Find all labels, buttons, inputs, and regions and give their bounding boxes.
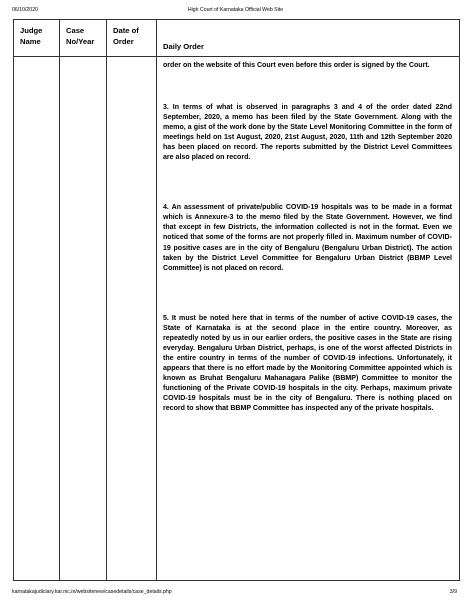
- page-number: 3/9: [449, 589, 457, 595]
- site-title: High Court of Karnataka Official Web Site: [187, 7, 284, 13]
- case-no-year-header: Case No/Year: [60, 20, 107, 57]
- table-header-row: [14, 20, 460, 57]
- order-paragraph: 3. In terms of what is observed in paragraphs 3 and 4 of the order dated 22nd September, 2020, a memo has been filed by the State Government. Along with the memo, a gist of the work done by the State Level Monitoring Committee in the form of meetings held on 1st August, 2020, 21st August, 2020, 11th and 12th September 2020 has been placed on record. The reports submitted by the District Level Committees are also placed on record.: [163, 104, 452, 162]
- case-no-year-cell: [60, 57, 107, 581]
- page-url: karnatakajudiciary.kar.nic.in/websitenew/casedetails/case_details.php: [12, 589, 172, 595]
- judge-name-cell: [14, 57, 60, 581]
- date-of-order-header: Date of Order: [107, 20, 157, 57]
- order-paragraph: 5. It must be noted here that in terms of the number of active COVID-19 cases, the State of Karnataka is at the second place in the entire country. Moreover, as repeatedly noted by us in our earlier orders, the positive cases in the State are rising everyday. Bengaluru Urban District, perhaps, is one of the worst affected Districts in the entire country in terms of the number of COVID-19 infections. Unfortunately, it appears that there is no effort made by the Monitoring Committee appointed which is known as Bruhat Bengaluru Mahanagara Palike (BBMP) Committee to monitor the functioning of the Private COVID-19 hospitals in the city. Perhaps, maximum private COVID-19 hospitals must be in the city of Bengaluru. There is nothing placed on record to show that BBMP Committee has inspected any of the private hospitals.: [163, 314, 452, 413]
- orders-table: [13, 19, 460, 581]
- judge-name-header: Judge Name: [14, 20, 60, 57]
- date-of-order-cell: [107, 57, 157, 581]
- order-paragraph: 4. An assessment of private/public COVID-19 hospitals was to be made in a format which is Annexure-3 to the memo filed by the State Government. However, we find that except in few Districts, the information collected is not in the format. Even we noticed that some of the forms are not properly filled in. Maximum number of COVID-19 positive cases are in the city of Bengaluru (Bengaluru Urban District). The action taken by the District Level Committee for Bengaluru Urban District (BBMP Level Committee) is not placed on record.: [163, 204, 452, 272]
- table-row: [14, 57, 460, 581]
- daily-order-header: Daily Order: [157, 20, 460, 57]
- print-date: 06/10/2020: [12, 7, 38, 13]
- print-footer: [0, 589, 471, 599]
- order-paragraph: order on the website of this Court even before this order is signed by the Court.: [163, 62, 430, 69]
- print-header: [0, 7, 471, 17]
- daily-order-cell: [157, 57, 460, 581]
